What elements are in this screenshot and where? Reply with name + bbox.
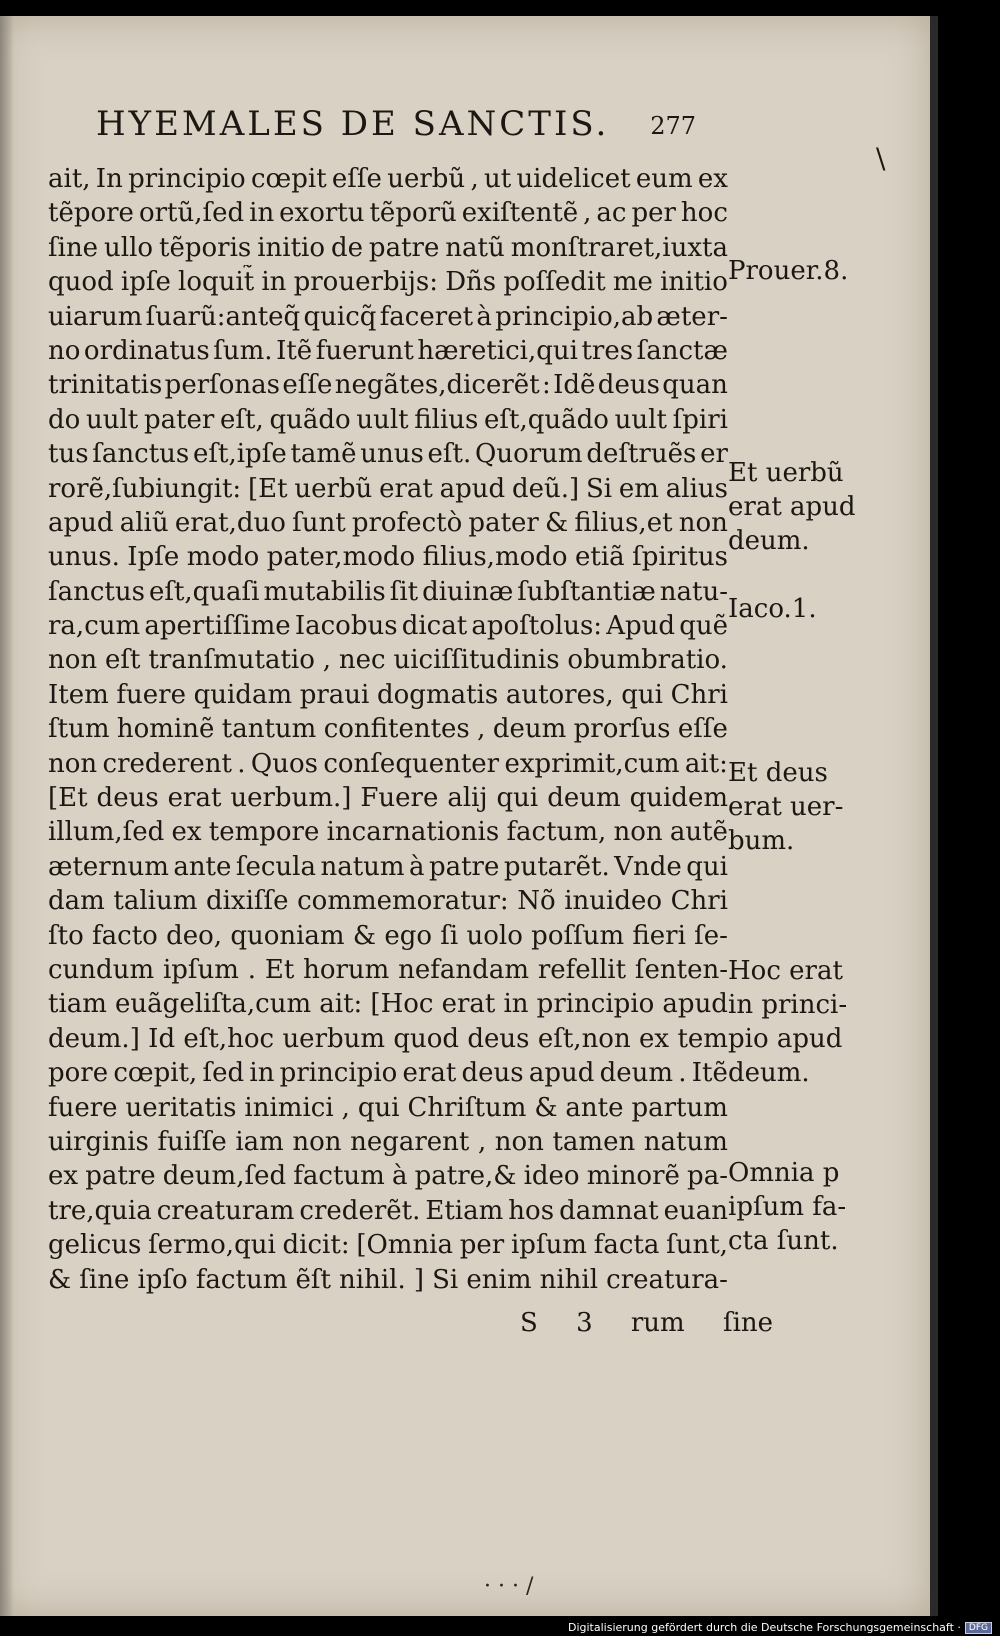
footer-credit-text: Digitalisierung gefördert durch die Deutsche Forschungsgemeinschaft · <box>567 1621 961 1634</box>
margin-note-line: ipſum fa- <box>728 1192 847 1222</box>
margin-note-line: cta ſunt. <box>728 1226 839 1256</box>
running-head: HYEMALES DE SANCTIS. <box>96 104 610 144</box>
text-line: unus. Ipſe modo pater,modo filius,modo etiã ſpiritus <box>48 542 728 573</box>
corner-mark: \ <box>876 142 886 175</box>
text-line: tiam euãgeliſta,cum ait: [Hoc erat in principio apud <box>48 989 728 1020</box>
text-line: ſanctus eſt,quaſi mutabilis ſit diuinæ ſubſtantiæ natu- <box>48 576 728 607</box>
text-line: quod ipſe loquit̃ in prouerbijs: Dñs poſſedit me initio <box>48 267 728 298</box>
text-line: fuere ueritatis inimici , qui Chriſtum & ante partum <box>48 1092 728 1123</box>
text-line: pore cœpit, ſed in principio erat deus apud deum . Itẽ <box>48 1058 728 1089</box>
margin-note-line: deum. <box>728 526 810 556</box>
text-line: rorẽ,ſubiungit: [Et uerbũ erat apud deũ.] Si em alius <box>48 473 728 504</box>
text-line: deum.] Id eſt,hoc uerbum quod deus eſt,non ex tem <box>48 1023 728 1054</box>
margin-note <box>728 756 868 858</box>
margin-note <box>728 592 868 626</box>
text-line: tus ſanctus eſt,ipſe tamẽ unus eſt. Quorum deſtruẽs er <box>48 439 728 470</box>
text-line: do uult pater eſt, quãdo uult filius eſt,quãdo uult ſpiri <box>48 404 728 435</box>
main-text-column <box>48 162 728 1297</box>
margin-note <box>728 1156 868 1258</box>
margin-note <box>728 254 868 288</box>
text-line: æternum ante ſecula natum à patre putarẽt. Vnde qui <box>48 851 728 882</box>
margin-note <box>728 456 868 558</box>
margin-note-line: Et uerbũ <box>728 458 844 488</box>
text-line: dam talium dixiſſe commemoratur: Nõ inuideo Chri <box>48 886 728 917</box>
margin-note-line: Hoc erat <box>728 956 843 986</box>
text-line: Item fuere quidam praui dogmatis autores, qui Chri <box>48 679 728 710</box>
text-line: apud aliũ erat,duo ſunt profectò pater & filius,et non <box>48 507 728 538</box>
text-line: ex patre deum,ſed factum à patre,& ideo minorẽ pa- <box>48 1161 728 1192</box>
text-line: & ſine ipſo factum ẽſt nihil. ] Si enim nihil creatura- <box>48 1264 728 1295</box>
book-page <box>0 16 938 1616</box>
text-line: non crederent . Quos conſequenter exprimit,cum ait: <box>48 748 728 779</box>
text-line: trinitatis perſonas eſſe negãtes,dicerẽt : Idẽ deus quan <box>48 370 728 401</box>
margin-note <box>728 954 868 1090</box>
page-number: 277 <box>650 112 696 140</box>
margin-note-line: in princi- <box>728 990 848 1020</box>
margin-note-line: bum. <box>728 826 795 856</box>
text-line: gelicus ſermo,qui dicit: [Omnia per ipſum facta ſunt, <box>48 1230 728 1261</box>
catchword: S 3 rum ſine <box>520 1308 774 1338</box>
page-header <box>96 104 696 154</box>
digitization-footer <box>568 1621 992 1634</box>
margin-note-line: deum. <box>728 1058 810 1088</box>
bottom-ink-mark: · · · / <box>484 1574 534 1599</box>
text-line: ſine ullo tẽporis initio de patre natũ monſtraret,iuxta <box>48 232 728 263</box>
margin-note-line: erat uer- <box>728 792 844 822</box>
margin-note-line: pio apud <box>728 1024 843 1054</box>
text-line: uiarum ſuarũ:anteq̃ quicq̃ faceret à principio,ab æter- <box>48 301 728 332</box>
text-line: [Et deus erat uerbum.] Fuere alij qui deum quidem <box>48 783 728 814</box>
text-line: uirginis fuiſſe iam non negarent , non tamen natum <box>48 1126 728 1157</box>
text-line: tẽpore ortũ,ſed in exortu tẽporũ exiſtentẽ , ac per hoc <box>48 198 728 229</box>
margin-note-line: erat apud <box>728 492 856 522</box>
text-line: ra,cum apertiſſime Iacobus dicat apoſtolus: Apud quẽ <box>48 611 728 642</box>
text-line: ſto facto deo, quoniam & ego ſi uolo poſſum fieri ſe- <box>48 920 728 951</box>
text-line: cundum ipſum . Et horum nefandam refellit ſenten- <box>48 954 728 985</box>
text-line: ſtum hominẽ tantum confitentes , deum prorſus eſſe <box>48 714 728 745</box>
margin-note-line: Prouer.8. <box>728 256 849 286</box>
margin-note-line: Omnia p <box>728 1158 840 1188</box>
margin-note-line: Et deus <box>728 758 828 788</box>
text-line: tre,quia creaturam crederẽt. Etiam hos damnat euan <box>48 1195 728 1226</box>
text-line: ait, In principio cœpit eſſe uerbũ , ut uidelicet eum ex <box>48 164 728 194</box>
dfg-logo: DFG <box>965 1622 992 1634</box>
text-line: illum,ſed ex tempore incarnationis factum, non autẽ <box>48 817 728 848</box>
margin-note-line: Iaco.1. <box>728 594 817 624</box>
text-line: non eſt tranſmutatio , nec uiciſſitudinis obumbratio. <box>48 645 728 676</box>
text-line: no ordinatus ſum. Itẽ fuerunt hæretici,qui tres ſanctæ <box>48 335 728 366</box>
